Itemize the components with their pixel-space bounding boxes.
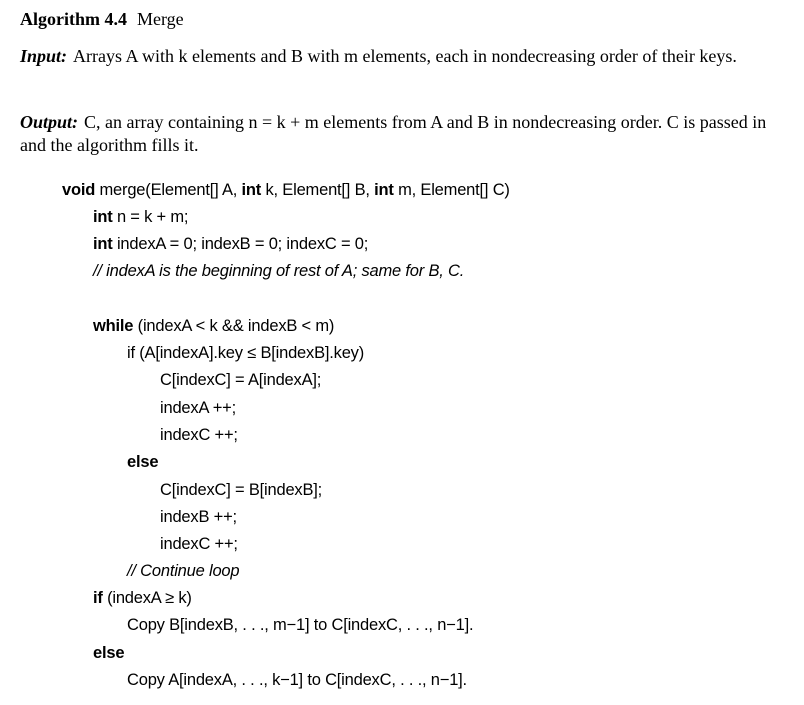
output-label: Output: bbox=[20, 112, 79, 132]
code-line: C[indexC] = A[indexA]; bbox=[160, 371, 322, 389]
code-line: Copy A[indexA, . . ., k−1] to C[indexC, . . ., n−1]. bbox=[127, 671, 467, 689]
algorithm-title bbox=[20, 8, 184, 31]
input-text: Arrays A with k elements and B with m elements, each in nondecreasing order of their keys. bbox=[73, 46, 737, 66]
code-text: k, Element[] B, bbox=[261, 181, 375, 199]
keyword: int bbox=[241, 181, 262, 199]
code-text: n = k + m; bbox=[112, 208, 189, 226]
code-line bbox=[93, 585, 192, 612]
code-text: merge(Element[] A, bbox=[95, 181, 242, 199]
algorithm-name: Merge bbox=[137, 9, 184, 29]
code-line: indexA ++; bbox=[160, 399, 236, 417]
code-line: C[indexC] = B[indexB]; bbox=[160, 481, 323, 499]
code-line-signature bbox=[62, 177, 510, 204]
code-text: indexA = 0; indexB = 0; indexC = 0; bbox=[112, 235, 369, 253]
keyword: void bbox=[62, 181, 96, 199]
code-line: Copy B[indexB, . . ., m−1] to C[indexC, . . ., n−1]. bbox=[127, 616, 474, 634]
keyword: while bbox=[93, 317, 134, 335]
code-line bbox=[93, 204, 188, 231]
code-text: m, Element[] C) bbox=[393, 181, 510, 199]
code-line bbox=[93, 313, 334, 340]
code-comment: // indexA is the beginning of rest of A; same for B, C. bbox=[93, 262, 465, 280]
algorithm-label: Algorithm 4.4 bbox=[20, 9, 127, 29]
keyword: int bbox=[93, 235, 113, 253]
code-comment: // Continue loop bbox=[127, 562, 240, 580]
code-line: if (A[indexA].key ≤ B[indexB].key) bbox=[127, 344, 365, 362]
input-description bbox=[20, 45, 790, 68]
output-text: C, an array containing n = k + m elements from A and B in nondecreasing order. C is passed in and the algorithm fills it. bbox=[20, 112, 767, 155]
keyword: if bbox=[93, 589, 103, 607]
code-text: (indexA < k && indexB < m) bbox=[133, 317, 335, 335]
keyword: int bbox=[374, 181, 394, 199]
code-line bbox=[93, 231, 368, 258]
keyword: int bbox=[93, 208, 113, 226]
code-line: indexC ++; bbox=[160, 426, 238, 444]
code-keyword-line: else bbox=[93, 644, 125, 662]
code-line: indexC ++; bbox=[160, 535, 238, 553]
code-keyword-line: else bbox=[127, 453, 159, 471]
code-line: indexB ++; bbox=[160, 508, 237, 526]
output-description bbox=[20, 111, 795, 157]
code-text: (indexA ≥ k) bbox=[102, 589, 192, 607]
input-label: Input: bbox=[20, 46, 68, 66]
